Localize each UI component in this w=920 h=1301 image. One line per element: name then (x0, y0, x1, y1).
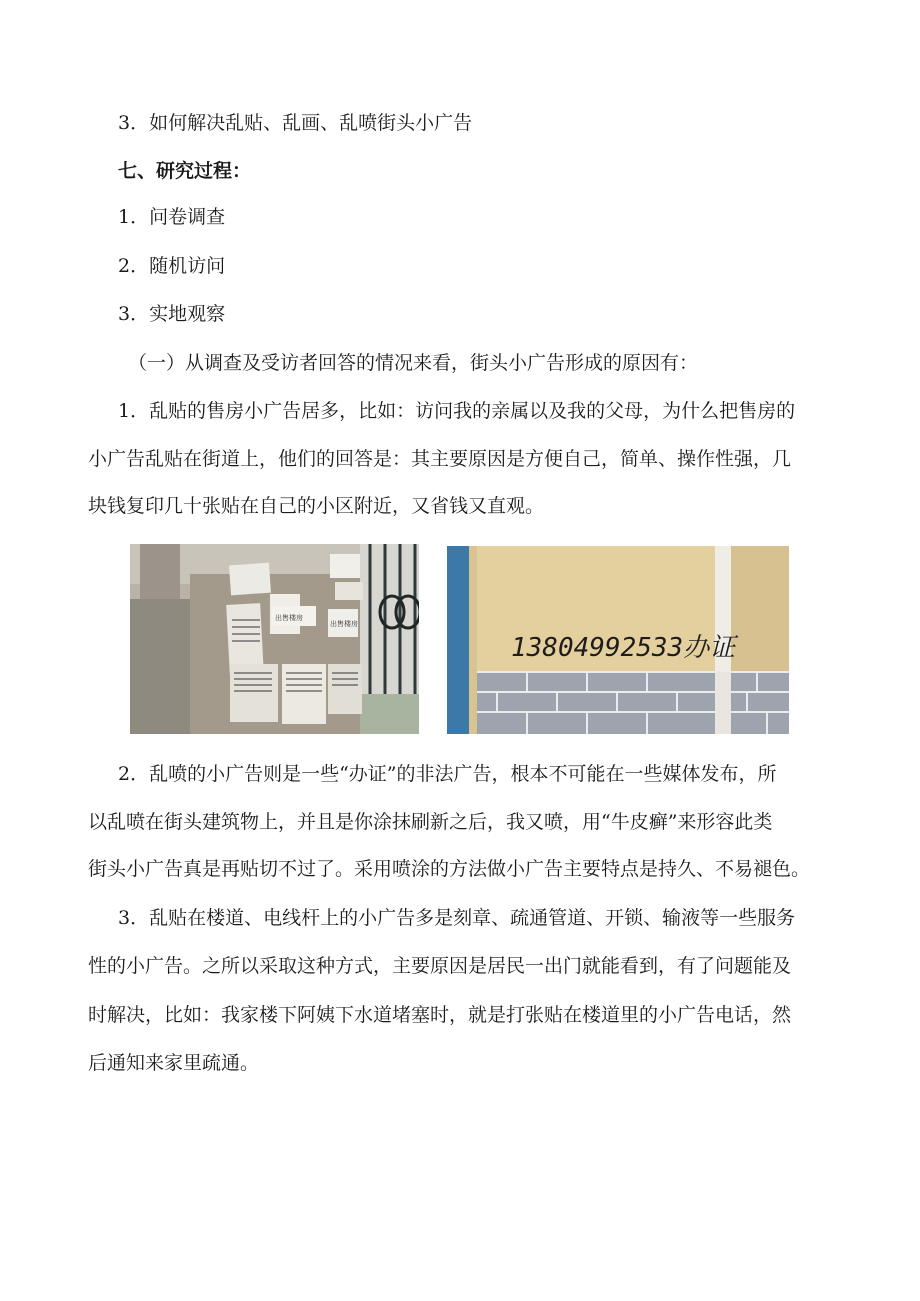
method-item-1: 1．问卷调查 (118, 206, 226, 228)
paragraph-3-line-2: 性的小广告。之所以采取这种方式，主要原因是居民一出门就能看到，有了问题能及 (88, 955, 792, 977)
paragraph-2-line-2: 以乱喷在街头建筑物上，并且是你涂抹刷新之后，我又喷，用“牛皮癣”来形容此类 (88, 811, 773, 833)
poster-sign-1: 出售楼房 (275, 614, 303, 622)
paragraph-3-line-4: 后通知来家里疏通。 (88, 1052, 260, 1074)
research-question-3: 3．如何解决乱贴、乱画、乱喷街头小广告 (118, 112, 473, 134)
photo-graffiti-illustration (447, 546, 789, 734)
paragraph-2-line-1: 2．乱喷的小广告则是一些“办证”的非法广告，根本不可能在一些媒体发布，所 (118, 763, 777, 785)
graffiti-phone-number: 13804992533办证 (511, 633, 736, 663)
method-item-2: 2．随机访问 (118, 255, 226, 277)
paragraph-3-line-1: 3．乱贴在楼道、电线杆上的小广告多是刻章、疏通管道、开锁、输液等一些服务 (118, 907, 796, 929)
paragraph-1-line-3: 块钱复印几十张贴在自己的小区附近，又省钱又直观。 (88, 495, 545, 517)
paragraph-1-line-1: 1．乱贴的售房小广告居多，比如：访问我的亲属以及我的父母，为什么把售房的 (118, 400, 796, 422)
poster-sign-2: 出售楼房 (330, 620, 358, 628)
photo-posters-illustration (130, 544, 419, 734)
paragraph-2-line-3: 街头小广告真是再贴切不过了。采用喷涂的方法做小广告主要特点是持久、不易褪色。 (88, 858, 811, 880)
paragraph-3-line-3: 时解决，比如：我家楼下阿姨下水道堵塞时，就是打张贴在楼道里的小广告电话，然 (88, 1004, 792, 1026)
section-heading-research-process: 七、研究过程： (118, 160, 252, 182)
photo-posters-on-wall (130, 544, 419, 734)
subsection-heading-1: （一）从调查及受访者回答的情况来看，街头小广告形成的原因有： (128, 352, 699, 374)
method-item-3: 3．实地观察 (118, 303, 226, 325)
paragraph-1-line-2: 小广告乱贴在街道上，他们的回答是：其主要原因是方便自己，简单、操作性强，几 (88, 448, 792, 470)
photo-graffiti-on-wall (447, 546, 789, 734)
